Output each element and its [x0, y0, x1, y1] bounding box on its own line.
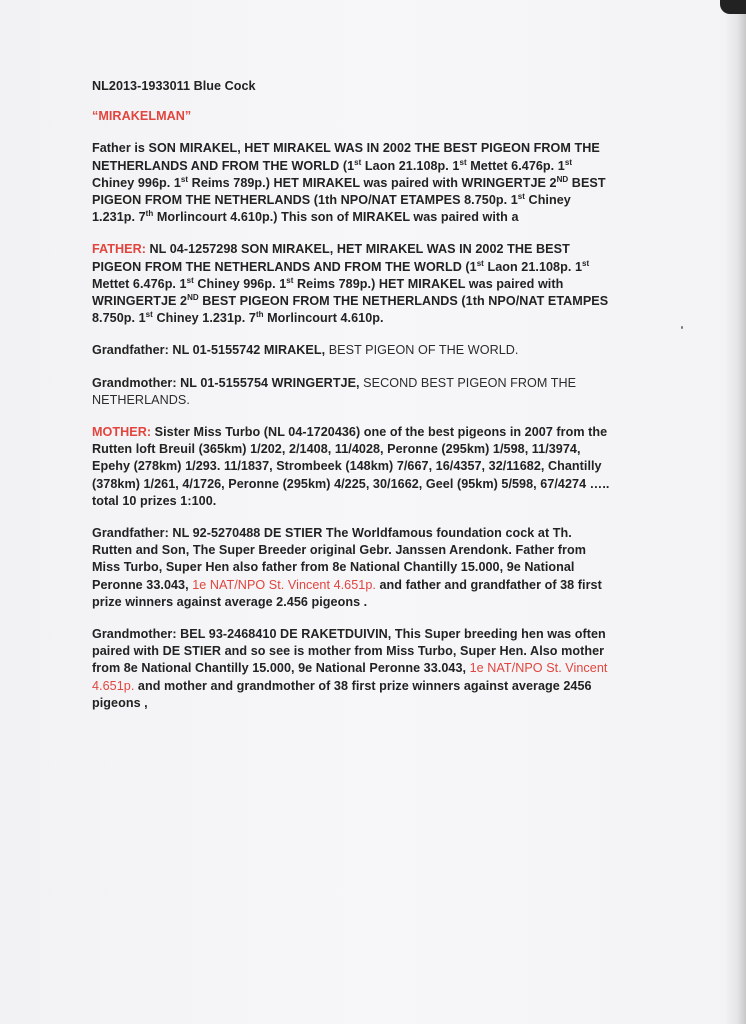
scan-corner [720, 0, 746, 14]
grandfather-maternal-paragraph [92, 525, 612, 611]
ordinal-suffix: st [517, 192, 525, 202]
grandfather-maternal-text: and father and grandfather of 38 first prize winners against average 2.456 pigeons . [92, 577, 602, 609]
grandmother-maternal-text: Grandmother: BEL 93-2468410 DE RAKETDUIVIN, This Super breeding hen was often paired with DE STIER and so see is mother from Miss Turbo, Super Hen. Also mother from 8e National Chantilly 15.000, 9e National Peronne 33.043, [92, 627, 606, 676]
father-text: BEST PIGEON FROM THE NETHERLANDS (1th NPO/NAT ETAMPES 8.750p. 1 [92, 294, 609, 326]
father-text: Chiney 1.231p. 7 [152, 311, 256, 326]
ordinal-suffix: th [255, 310, 264, 320]
father-text: NL 04-1257298 SON MIRAKEL, HET MIRAKEL WAS IN 2002 THE BEST PIGEON FROM THE NETHERLANDS AND FROM THE WORLD (1 [92, 242, 570, 274]
ordinal-suffix: st [476, 258, 484, 268]
pedigree-document [92, 78, 612, 712]
intro-text: Chiney 1.231p. 7 [92, 193, 571, 225]
mother-text: Sister Miss Turbo (NL 04-1720436) one of the best pigeons in 2007 from the Rutten loft Breuil (365km) 1/202, 2/1408, 11/4028, Peronne (295km) 1/598, 11/3974, Epehy (278km) 1/293. 11/1837, Strombeek (148km) 7/667, 16/4357, 32/11682, Chantilly (378km) 1/261, 4/1726, Peronne (295km) 4/225, 30/1662, Geel (95km) 5/598, 67/4274 ….. total 10 prizes 1:100. [92, 425, 610, 508]
intro-text: Father is SON MIRAKEL, HET MIRAKEL WAS IN 2002 THE BEST PIGEON FROM THE NETHERLANDS AND FROM THE WORLD (1 [92, 141, 600, 173]
grandmother-maternal-text: and mother and grandmother of 38 first prize winners against average 2456 pigeons , [92, 678, 592, 710]
father-text: Morlincourt 4.610p. [263, 311, 384, 326]
grandfather-label: Grandfather: NL 01-5155742 MIRAKEL, [92, 343, 326, 358]
ordinal-suffix: th [145, 209, 154, 219]
highlighted-result: 1e NAT/NPO St. Vincent 4.651p. [192, 577, 376, 592]
grandmother-description: SECOND BEST PIGEON FROM THE NETHERLANDS. [92, 375, 577, 407]
mother-label: MOTHER: [92, 425, 152, 440]
grandmother-paternal-paragraph [92, 375, 612, 409]
highlighted-result: 1e NAT/NPO St. Vincent 4.651p. [92, 661, 608, 693]
grandmother-label: Grandmother: NL 01-5155754 WRINGERTJE, [92, 375, 360, 390]
ordinal-suffix: st [145, 310, 153, 320]
intro-text: Chiney 996p. 1 [92, 175, 181, 190]
father-label: FATHER: [92, 242, 146, 257]
intro-text: Mettet 6.476p. 1 [466, 158, 565, 173]
intro-text: BEST PIGEON FROM THE NETHERLANDS (1th NPO/NAT ETAMPES 8.750p. 1 [92, 175, 606, 208]
ring-number-heading: NL2013-1933011 Blue Cock [92, 79, 256, 93]
ordinal-suffix: st [564, 157, 573, 167]
ordinal-suffix: st [582, 258, 590, 268]
ordinal-suffix: ND [556, 174, 569, 184]
intro-text: Reims 789p.) HET MIRAKEL was paired with WRINGERTJE 2 [188, 175, 557, 190]
intro-paragraph [92, 140, 612, 226]
ordinal-suffix: st [180, 174, 189, 184]
scan-speck [681, 326, 683, 329]
ordinal-suffix: ND [187, 293, 199, 303]
intro-text: Laon 21.108p. 1 [361, 158, 460, 173]
father-text: Laon 21.108p. 1 [483, 259, 583, 274]
intro-text: Morlincourt 4.610p.) This son of MIRAKEL was paired with a [153, 210, 519, 225]
grandfather-paternal-paragraph [92, 342, 612, 359]
pigeon-name: “MIRAKELMAN” [92, 109, 192, 124]
father-text: Reims 789p.) HET MIRAKEL was paired with WRINGERTJE 2 [92, 276, 564, 309]
grandfather-maternal-text: Grandfather: NL 92-5270488 DE STIER The Worldfamous foundation cock at Th. Rutten and Son, The Super Breeder original Gebr. Janssen Arendonk. Father from Miss Turbo, Super Hen also father from 8e National Chantilly 15.000, 9e National Peronne 33.043, [92, 526, 586, 592]
ordinal-suffix: st [286, 275, 294, 285]
page-edge-shadow [724, 0, 746, 1024]
ordinal-suffix: st [354, 157, 362, 167]
ordinal-suffix: st [186, 275, 194, 285]
ordinal-suffix: st [459, 157, 467, 167]
mother-paragraph [92, 424, 612, 510]
grandfather-description: BEST PIGEON OF THE WORLD. [325, 343, 519, 358]
father-text: Chiney 996p. 1 [193, 276, 287, 291]
grandmother-maternal-paragraph [92, 626, 612, 712]
father-paragraph [92, 241, 612, 327]
father-text: Mettet 6.476p. 1 [92, 276, 187, 291]
